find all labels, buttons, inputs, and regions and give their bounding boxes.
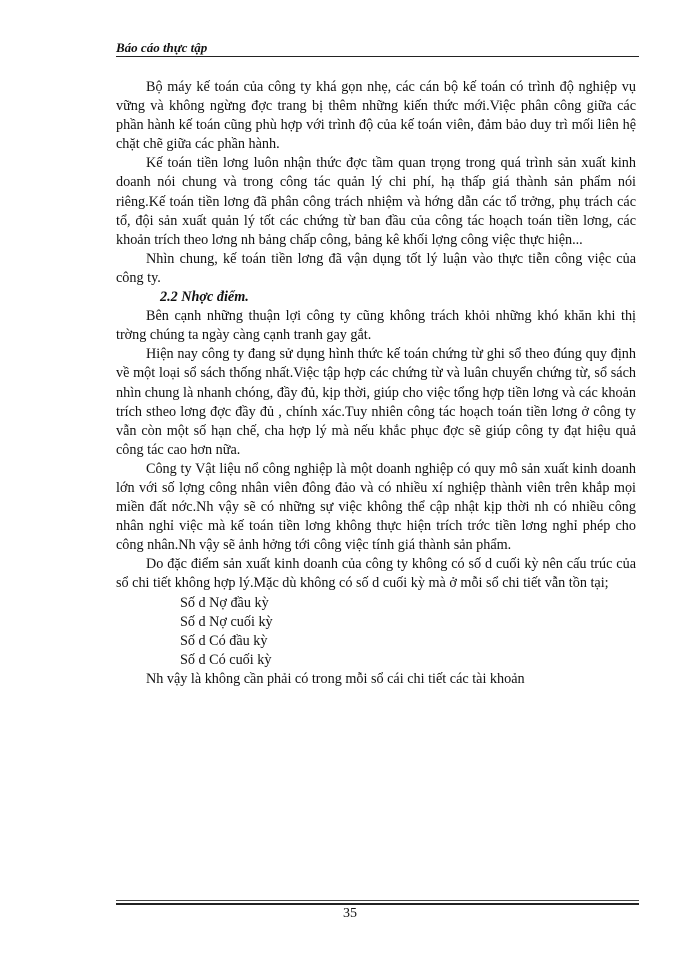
document-body (116, 78, 636, 689)
paragraph-summary: Nhìn chung, kế toán tiền lơng đã vận dụng tốt lý luận vào thực tiễn công việc của công ty. (116, 250, 636, 286)
paragraph-ledger-structure: Do đặc điểm sản xuất kinh doanh của công ty không có số d cuối kỳ nên cấu trúc của sổ chi tiết không hợp lý.Mặc dù không có số d cuối kỳ mà ở mỗi sổ chi tiết vẫn tồn tại; (116, 556, 636, 592)
ledger-item-1: Số d Nợ đầu kỳ (180, 594, 269, 611)
footer-rule-thin (116, 900, 639, 901)
footer-rule-thick (116, 903, 639, 905)
paragraph-market-difficulties: Bên cạnh những thuận lợi công ty cũng không trách khỏi những khó khăn khi thị trờng chúng ta ngày càng cạnh tranh gay gắt. (116, 308, 636, 344)
section-heading-weaknesses: 2.2 Nhợc điểm. (160, 289, 249, 306)
paragraph-conclusion: Nh vậy là không cần phải có trong mỗi sổ cái chi tiết các tài khoản (146, 670, 525, 687)
ledger-item-3: Số d Có đầu kỳ (180, 632, 268, 649)
header-rule (116, 56, 639, 57)
paragraph-company-scale: Công ty Vật liệu nổ công nghiệp là một doanh nghiệp có quy mô sản xuất kinh doanh lớn với số lợng công nhân viên đông đảo và có nhiều xí nghiệp thành viên trên khắp mọi miền đất nớc.Nh vậy sẽ có những sự việc không thể cập nhật kịp thời nh có nhiều công nhân nghỉ việc mà kế toán tiền lơng không thực hiện trích trớc tiền lơng nghỉ phép cho công nhân.Nh vậy sẽ ảnh hởng tới công việc tính giá thành sản phẩm. (116, 460, 636, 554)
paragraph-accounting-apparatus: Bộ máy kế toán của công ty khá gọn nhẹ, các cán bộ kế toán có trình độ nghiệp vụ vững và không ngừng đợc trang bị thêm những kiến thức mới.Việc phân công giữa các phần hành kế toán cũng phù hợp với trình độ của kế toán viên, đảm bảo duy trì mối liên hệ chặt chẽ giữa các phần hành. (116, 79, 636, 153)
ledger-item-4: Số d Có cuối kỳ (180, 651, 272, 668)
paragraph-payroll-accounting: Kế toán tiền lơng luôn nhận thức đợc tầm quan trọng trong quá trình sản xuất kinh doanh nói chung và trong công tác quản lý chi phí, hạ thấp giá thành sản phẩm nói riêng.Kế toán tiền lơng đã phân công trách nhiệm và hớng dẫn các tổ trởng, phụ trách các tổ, đội sản xuất quản lý tốt các chứng từ ban đầu của công tác hoạch toán tiền lơng, các khoản trích theo lơng nh bảng chấp công, bảng kê khối lợng công việc thực hiện... (116, 155, 636, 248)
page-number: 35 (343, 906, 357, 921)
paragraph-bookkeeping-form: Hiện nay công ty đang sử dụng hình thức kế toán chứng từ ghi sổ theo đúng quy định về một loại sổ sách thống nhất.Việc tập hợp các chứng từ và luân chuyển chứng từ, sổ sách nhìn chung là nhanh chóng, đầy đủ, kịp thời, giúp cho việc tổng hợp tiền lơng và các khoản trích stheo lơng đợc đầy đủ , chính xác.Tuy nhiên công tác hoạch toán tiền lơng ở công ty vẫn còn một số hạn chế, cha hợp lý mà nếu khắc phục đợc sẽ giúp công ty đạt hiệu quả công tác cao hơn nữa. (116, 346, 636, 458)
page-header-title: Báo cáo thực tập (116, 40, 208, 55)
ledger-item-2: Số d Nợ cuối kỳ (180, 613, 273, 630)
